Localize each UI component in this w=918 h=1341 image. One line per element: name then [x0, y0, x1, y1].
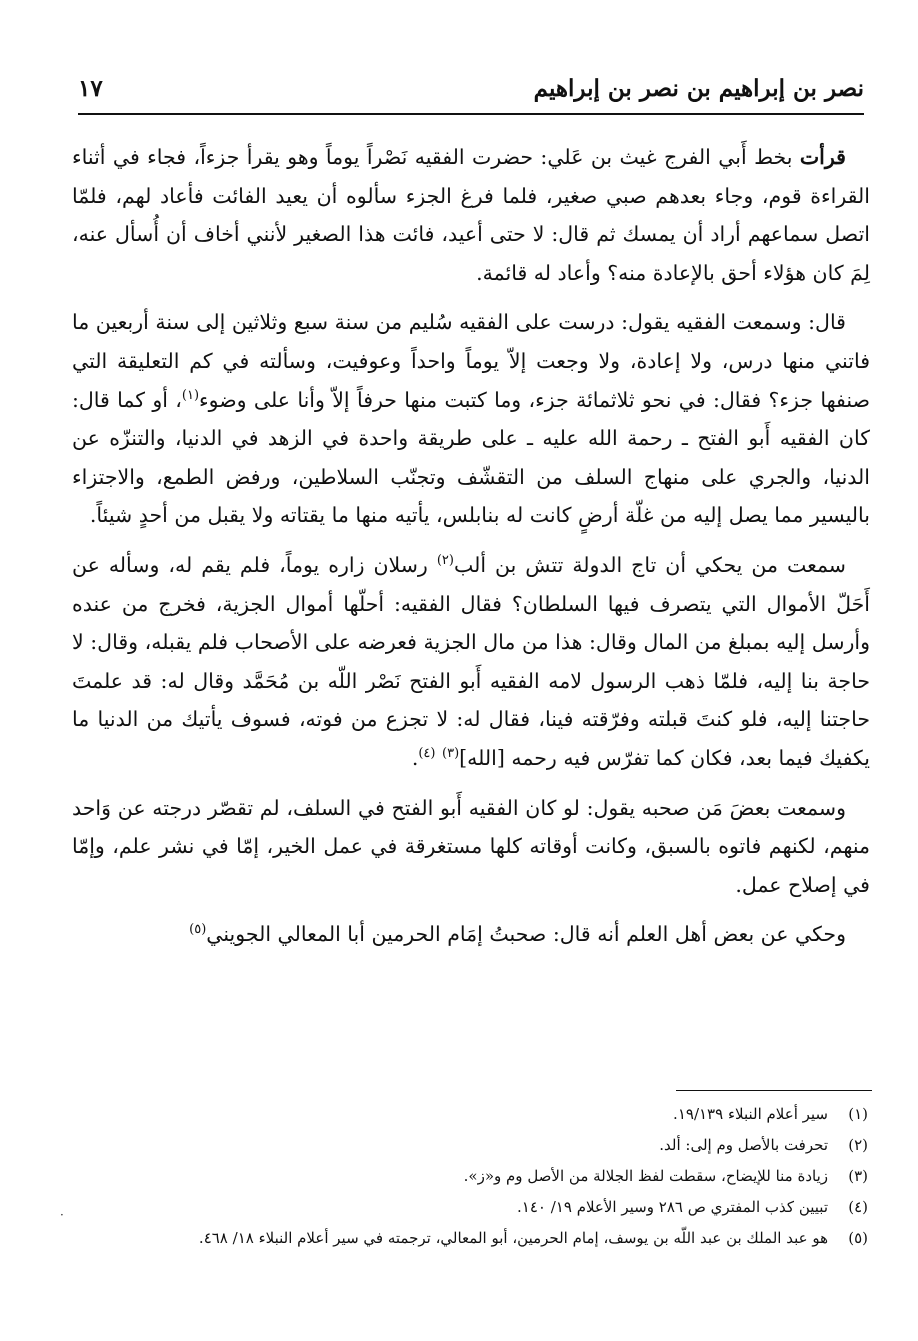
footnote-rule: [676, 1090, 872, 1091]
footnote: [90, 1130, 868, 1161]
footnote-number: (١): [848, 1105, 868, 1123]
footnote: [90, 1223, 868, 1254]
footnote: [90, 1161, 868, 1192]
footnote-ref[interactable]: (٥): [189, 922, 207, 938]
footnote-ref[interactable]: (٣): [442, 746, 460, 762]
page-number: ١٧: [78, 75, 103, 102]
footnote-ref[interactable]: (١): [181, 387, 200, 403]
main-text: [72, 138, 870, 965]
footnote-text: تحرفت بالأصل وم إلى: ألد.: [659, 1136, 828, 1154]
footnote-ref[interactable]: (٢): [436, 553, 454, 569]
paragraph-text: ، أو كما قال: كان الفقيه أَبو الفتح ـ رحمة الله عليه ـ على طريقة واحدة في الزهد في الدنيا، والتنزّه عن الدنيا، والجري على منهاج السلف من التقشّف وتجنّب السلاطين، ورفض الطمع، والاجتزاء باليسير مما يصل إليه من غلّة أرضٍ كانت له بنابلس، يأتيه منها ما يقتاته ولا يقبل من أحدٍ شيئاً.: [72, 387, 870, 528]
paragraph-text: سمعت من يحكي أن تاج الدولة تتش بن ألب: [453, 552, 846, 577]
header-rule: [78, 113, 864, 115]
paragraph-text: قال: وسمعت الفقيه يقول: درست على الفقيه سُليم من سنة سبع وثلاثين إلى سنة أربعين ما فاتني منها درس، ولا إعادة، ولا وجعت إلاّ يوماً واحداً وعوفيت، وسألته في كم التعليقة التي صنفها جزء؟ فقال: في نحو ثلاثمائة جزء، وما كتبت منها حرفاً إلاّ وأنا على وضوء: [72, 310, 870, 412]
paragraph: [72, 915, 870, 954]
paragraph: [72, 789, 870, 905]
paragraph-text: .: [411, 745, 419, 770]
running-title: نصر بن إبراهيم بن نصر بن إبراهيم: [533, 75, 864, 102]
paragraph: [72, 138, 870, 292]
paragraph-text: بخط أَبي الفرج غيث بن عَلي: حضرت الفقيه نَصْراً يوماً وهو يقرأ جزءاً، فجاء في أثناء القراءة قوم، وجاء بعدهم صبي صغير، فلما فرغ الجزء سألوه أن يعيد الفائت فأعاد لهم، فلمّا اتصل سماعهم أراد أن يمسك ثم قال: لا حتى أعيد، فائت هذا الصغير لأنني أخاف أن أُسأل عنه، لِمَ كان هؤلاء أحق بالإعادة منه؟ وأعاد له قائمة.: [72, 145, 870, 285]
footnotes: [90, 1099, 868, 1254]
footnote-text: تبيين كذب المفتري ص ٢٨٦ وسير الأعلام ١٩/ ١٤٠.: [517, 1198, 828, 1216]
paragraph-text: وحكي عن بعض أهل العلم أنه قال: صحبتُ إمَام الحرمين أبا المعالي الجويني: [206, 922, 846, 947]
footnote-ref[interactable]: (٤): [418, 746, 436, 762]
paragraph-text: رسلان زاره يوماً، فلم يقم له، وسأله عن أَحَلّ الأموال التي يتصرف فيها السلطان؟ فقال الفقيه: أحلّها أموال الجزية، فخرج من عنده وأرسل إليه بمبلغ من المال وقال: هذا من مال الجزية فعرضه على الأصحاب فلم يقبله، وقال: لا حاجة بنا إليه، فلمّا ذهب الرسول لامه الفقيه أَبو الفتح نَصْر اللّه بن مُحَمَّد وقال له: قد علمتَ حاجتنا إليه، فلو كنتَ قبلته وفرّقته فينا، فقال له: لا تجزع من فوته، فسوف يأتيك من الدنيا ما يكفيك فيما بعد، فكان كما تفرّس فيه رحمه [الله]: [72, 552, 870, 770]
running-header: [78, 70, 864, 110]
paragraph: [72, 303, 870, 535]
margin-mark: ·: [60, 1208, 64, 1222]
paragraph: [72, 546, 870, 778]
footnote-number: (٣): [848, 1167, 868, 1185]
footnote-text: زيادة منا للإيضاح، سقطت لفظ الجلالة من الأصل وم و«ز».: [463, 1167, 828, 1185]
footnote-text: هو عبد الملك بن عبد اللّه بن يوسف، إمام الحرمين، أبو المعالي، ترجمته في سير أعلام النبلاء ١٨/ ٤٦٨.: [198, 1229, 828, 1247]
footnote: [90, 1099, 868, 1130]
footnote-number: (٢): [848, 1136, 868, 1154]
paragraph-text: وسمعت بعضَ مَن صحبه يقول: لو كان الفقيه أَبو الفتح في السلف، لم تقصّر درجته عن وَاحد منهم، لكنهم فاتوه بالسبق، وكانت أوقاته كلها مستغرقة في عمل الخير، إمّا في نشر علم، وإمّا في إصلاح عمل.: [72, 795, 870, 897]
footnote: [90, 1192, 868, 1223]
footnote-text: سير أعلام النبلاء ١٩/١٣٩.: [673, 1105, 828, 1123]
paragraph-lead-word: قرأت: [799, 145, 846, 169]
footnote-number: (٤): [848, 1198, 868, 1216]
footnote-number: (٥): [848, 1229, 868, 1247]
